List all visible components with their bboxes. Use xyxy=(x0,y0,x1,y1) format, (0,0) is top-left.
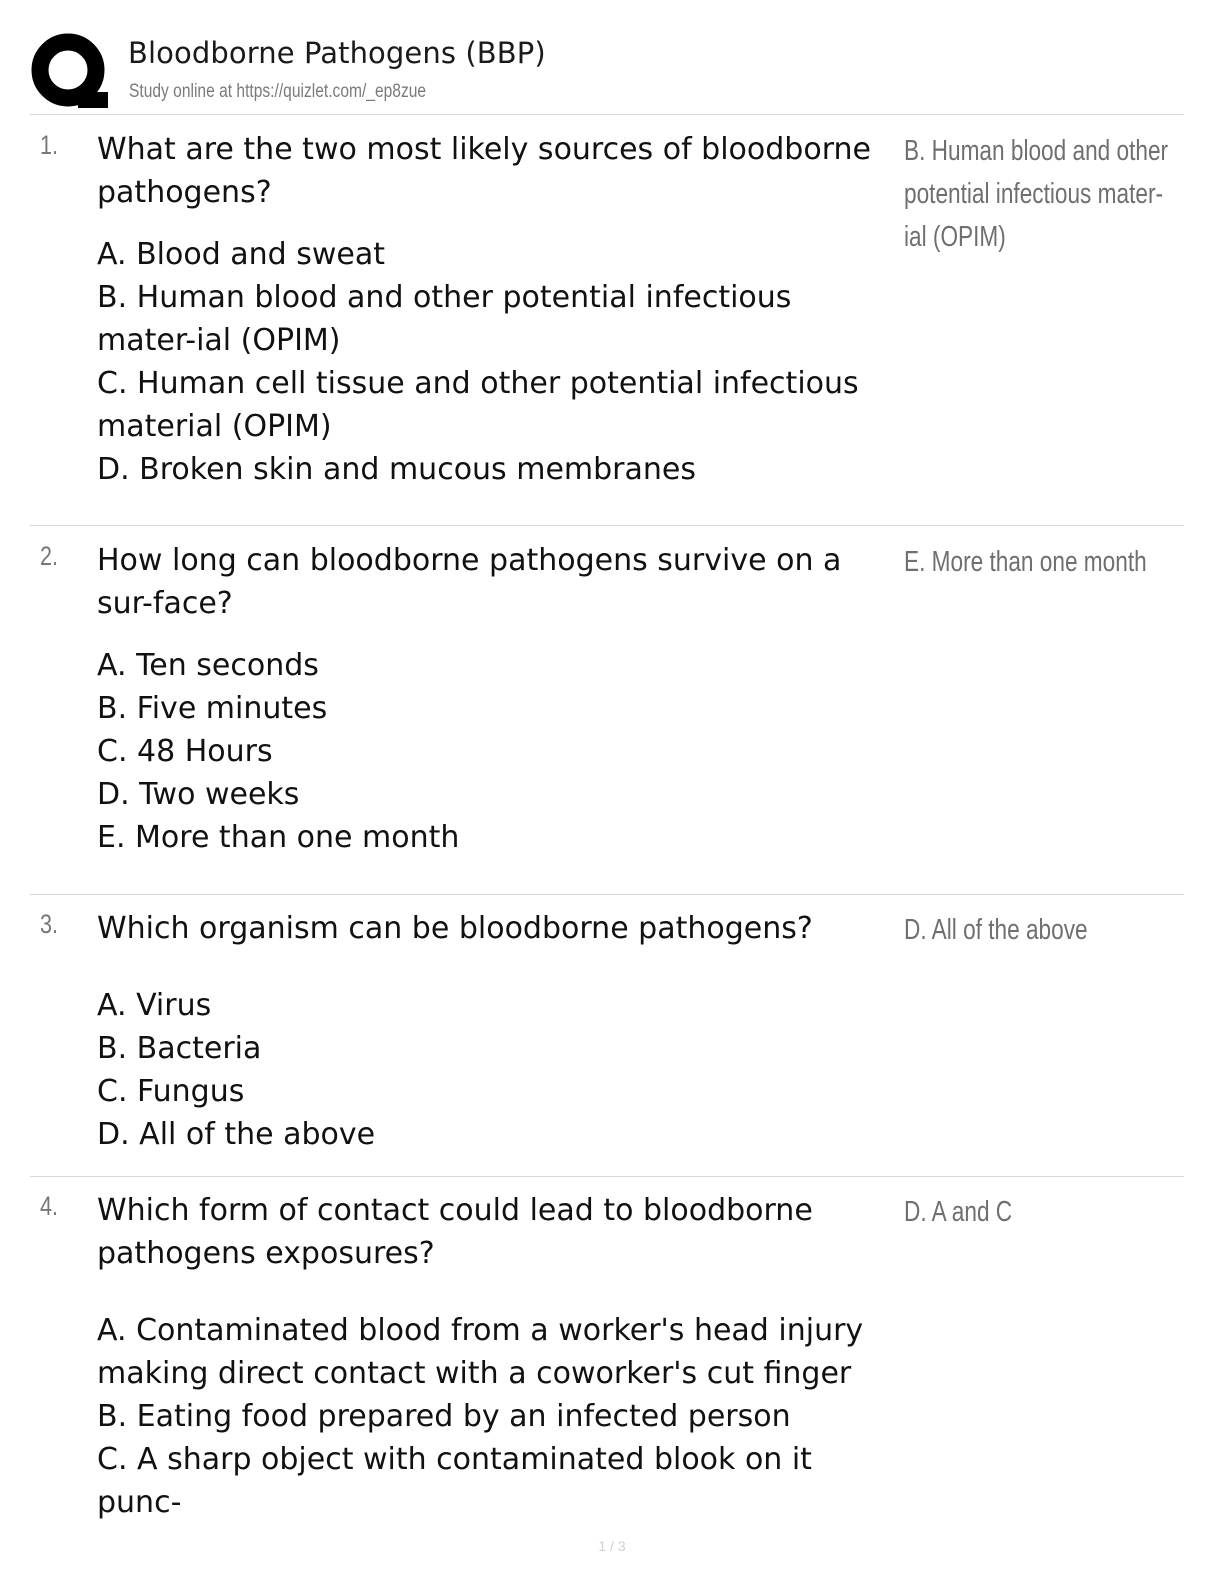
option: B. Five minutes xyxy=(97,691,328,726)
card-question xyxy=(97,907,897,1156)
card-answer xyxy=(904,541,1184,584)
card-number: 3. xyxy=(40,909,59,939)
option: A. Contaminated blood from a worker's head injury making direct contact with a coworker's cut finger xyxy=(97,1313,864,1391)
question-text: What are the two most likely sources of bloodborne pathogens? xyxy=(97,132,871,210)
flashcard-2 xyxy=(30,539,1184,895)
flashcard-1 xyxy=(30,128,1184,526)
flashcard-4 xyxy=(30,1189,1184,1520)
question-text: How long can bloodborne pathogens survive on a sur-face? xyxy=(97,543,842,621)
option: A. Virus xyxy=(97,988,212,1023)
flashcard-3 xyxy=(30,907,1184,1177)
question-text: Which form of contact could lead to bloodborne pathogens exposures? xyxy=(97,1193,813,1271)
option: C. A sharp object with contaminated blook on it punc- xyxy=(97,1442,812,1520)
option: D. Two weeks xyxy=(97,777,300,812)
option: B. Bacteria xyxy=(97,1031,262,1066)
answer-text: D. All of the above xyxy=(904,914,1088,946)
page-title: Bloodborne Pathogens (BBP) xyxy=(128,36,546,70)
option: C. 48 Hours xyxy=(97,734,273,769)
option: E. More than one month xyxy=(97,820,460,855)
card-answer xyxy=(904,1191,1184,1234)
option: B. Eating food prepared by an infected person xyxy=(97,1399,791,1434)
card-number: 4. xyxy=(40,1191,59,1221)
card-answer xyxy=(904,909,1184,952)
card-question xyxy=(97,539,897,859)
option: C. Fungus xyxy=(97,1074,245,1109)
option: A. Blood and sweat xyxy=(97,237,386,272)
answer-text: E. More than one month xyxy=(904,546,1147,578)
card-question xyxy=(97,128,897,491)
quizlet-logo-icon xyxy=(30,32,110,112)
card-question xyxy=(97,1189,897,1524)
page-header xyxy=(30,28,1184,115)
question-text: Which organism can be bloodborne pathogens? xyxy=(97,911,813,946)
option: D. Broken skin and mucous membranes xyxy=(97,452,696,487)
option: D. All of the above xyxy=(97,1117,376,1152)
study-link[interactable]: Study online at https://quizlet.com/_ep8zue xyxy=(129,81,427,102)
page-number: 1 / 3 xyxy=(598,1538,626,1554)
option: B. Human blood and other potential infectious mater-ial (OPIM) xyxy=(97,280,792,358)
card-answer xyxy=(904,130,1184,259)
answer-text: D. A and C xyxy=(904,1196,1013,1228)
option: A. Ten seconds xyxy=(97,648,319,683)
answer-text: B. Human blood and other potential infectious mater-ial (OPIM) xyxy=(904,135,1169,253)
card-number: 2. xyxy=(40,541,59,571)
card-number: 1. xyxy=(40,130,59,160)
option: C. Human cell tissue and other potential infectious material (OPIM) xyxy=(97,366,859,444)
